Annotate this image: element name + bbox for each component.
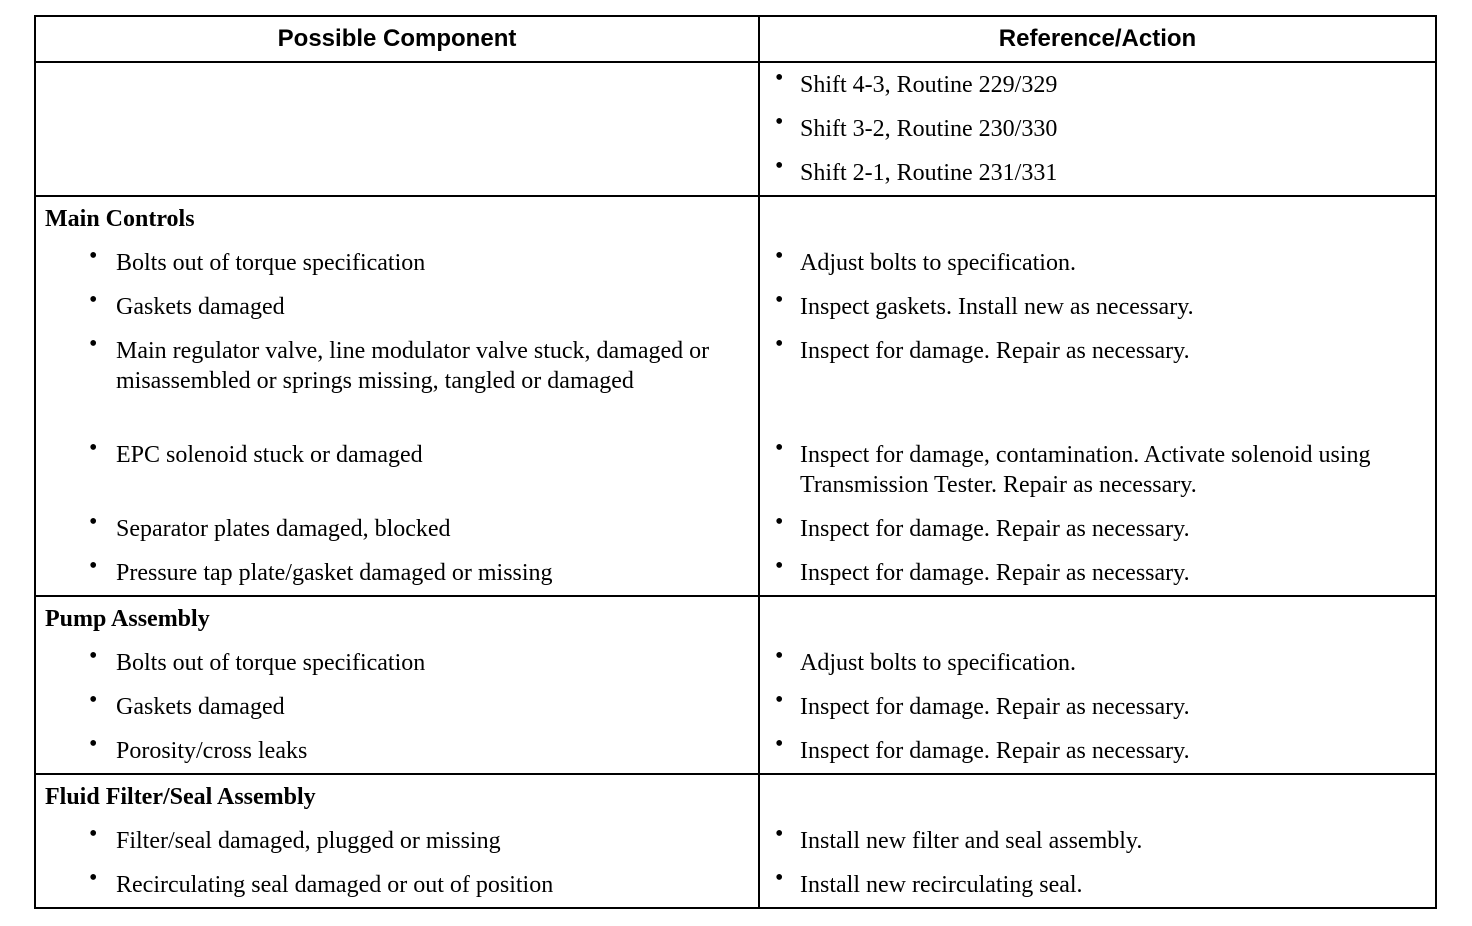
group-fluid-filter-seal-assembly [35,774,1436,908]
component-item: • EPC solenoid stuck or damaged [36,433,758,507]
component-item: • Recirculating seal damaged or out of position [36,863,758,907]
group-title: Pump Assembly [45,606,210,632]
action-item: • Inspect for damage. Repair as necessary. [760,729,1435,773]
group-main-controls [35,196,1436,596]
intro-component-cell [35,62,759,196]
action-item: • Inspect for damage. Repair as necessary. [760,685,1435,729]
header-possible-component: Possible Component [35,16,759,62]
fluid-filter-component-cell [35,774,759,908]
action-item: • Inspect gaskets. Install new as necessary. [760,285,1435,329]
component-item: • Pressure tap plate/gasket damaged or missing [36,551,758,595]
diagnostic-table [34,15,1437,909]
action-item: • Install new recirculating seal. [760,863,1435,907]
action-item: • Inspect for damage. Repair as necessary. [760,507,1435,551]
component-item: • Gaskets damaged [36,285,758,329]
pump-assembly-component-cell [35,596,759,774]
component-item: • Bolts out of torque specification [36,241,758,285]
intro-row [35,62,1436,196]
main-controls-action-cell [759,196,1436,596]
header-reference-action: Reference/Action [759,16,1436,62]
group-pump-assembly [35,596,1436,774]
action-item: • Inspect for damage. Repair as necessary. [760,551,1435,595]
action-item: • Inspect for damage. Repair as necessary. [760,329,1435,433]
intro-action-item: • Shift 3-2, Routine 230/330 [760,107,1435,151]
intro-action-cell [759,62,1436,196]
component-item: • Main regulator valve, line modulator valve stuck, damaged or misassembled or springs missing, tangled or damaged [36,329,758,433]
component-item: • Separator plates damaged, blocked [36,507,758,551]
intro-action-item: • Shift 2-1, Routine 231/331 [760,151,1435,195]
group-title: Main Controls [45,206,195,232]
action-item: • Adjust bolts to specification. [760,241,1435,285]
action-item: • Inspect for damage, contamination. Activate solenoid using Transmission Tester. Repair as necessary. [760,433,1435,507]
action-item: • Install new filter and seal assembly. [760,819,1435,863]
intro-action-item: • Shift 4-3, Routine 229/329 [760,63,1435,107]
fluid-filter-action-cell [759,774,1436,908]
pump-assembly-action-cell [759,596,1436,774]
action-item: • Adjust bolts to specification. [760,641,1435,685]
main-controls-component-cell [35,196,759,596]
component-item: • Gaskets damaged [36,685,758,729]
component-item: • Filter/seal damaged, plugged or missing [36,819,758,863]
group-title: Fluid Filter/Seal Assembly [45,784,316,810]
header-row [35,16,1436,62]
component-item: • Bolts out of torque specification [36,641,758,685]
component-item: • Porosity/cross leaks [36,729,758,773]
